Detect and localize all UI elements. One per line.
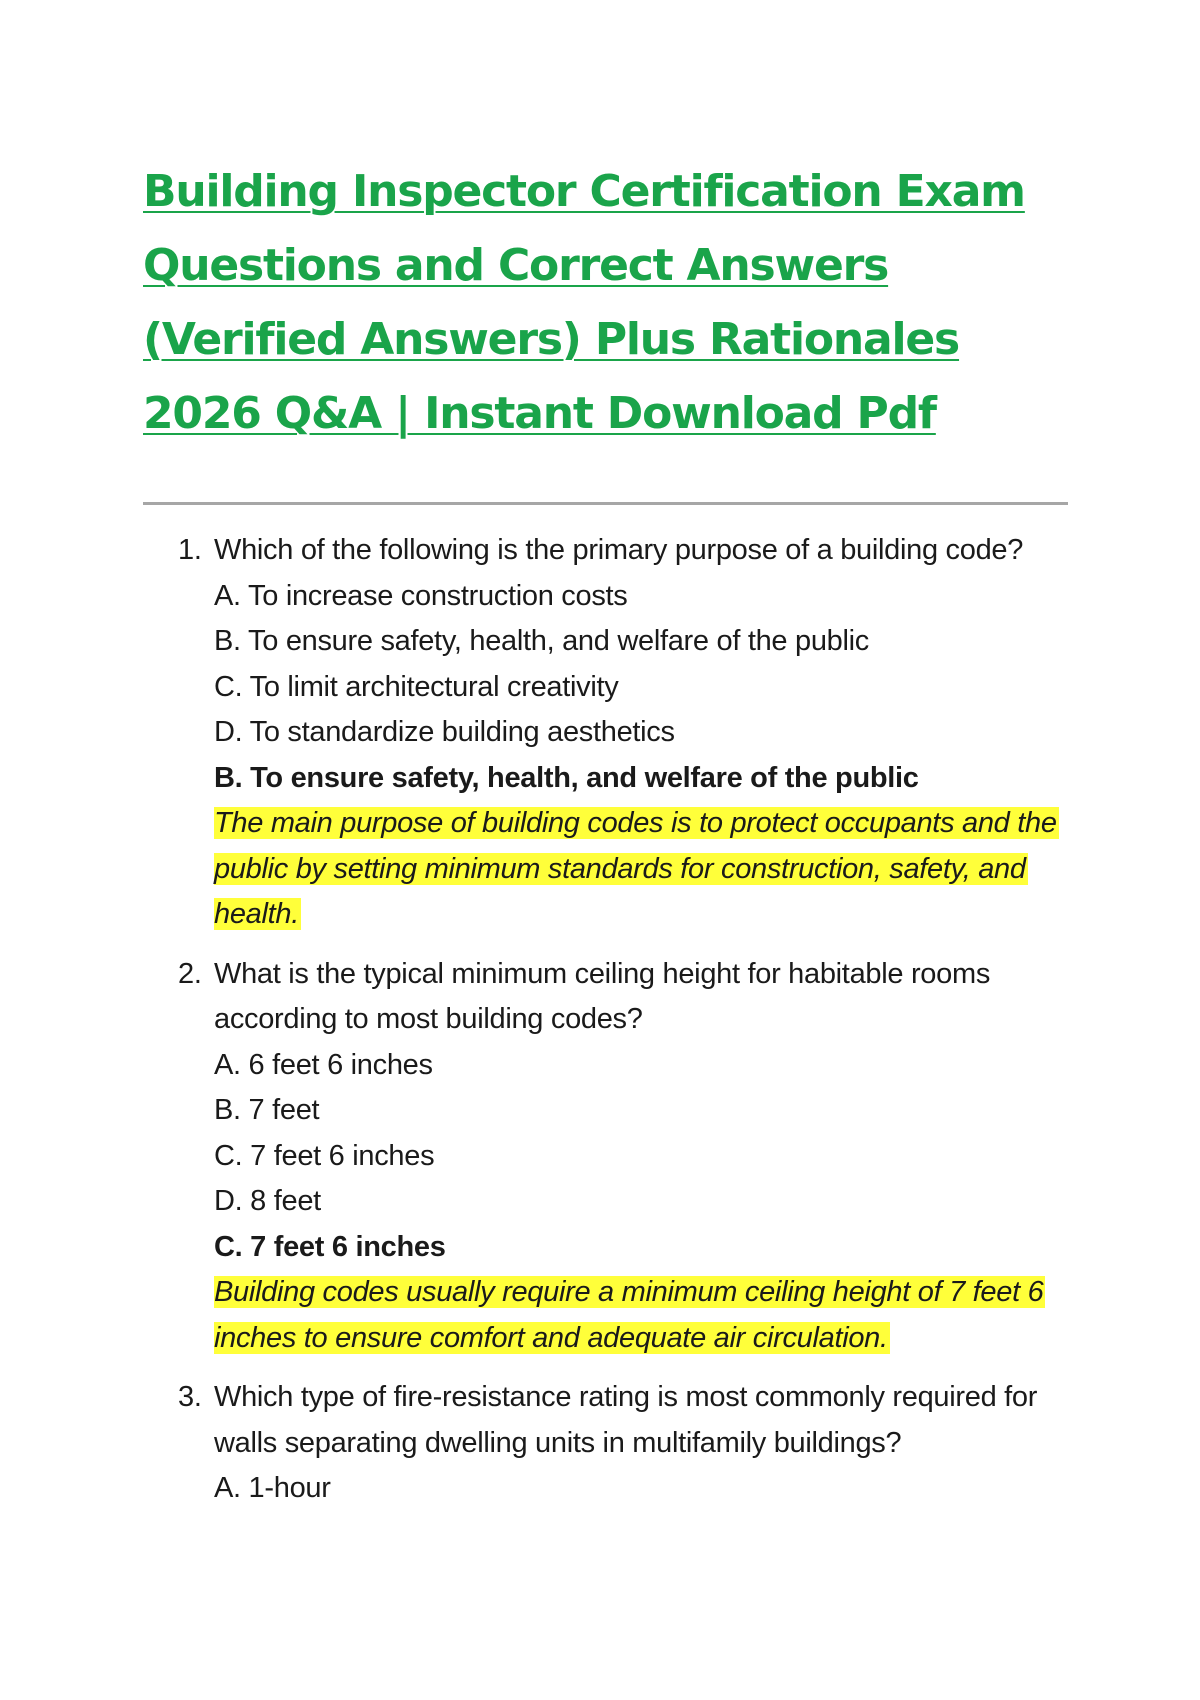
question-text: What is the typical minimum ceiling height for habitable rooms according to most building codes? [214, 957, 991, 1035]
option-c: C. 7 feet 6 inches [214, 1139, 435, 1172]
rationale-highlight: The main purpose of building codes is to protect occupants and the public by setting minimum standards for construction, safety, and health. [214, 807, 1057, 930]
option-b: B. To ensure safety, health, and welfare of the public [214, 625, 869, 657]
question-3 [178, 1375, 1078, 1512]
question-number: 1. [178, 534, 202, 566]
option-d: D. 8 feet [214, 1185, 321, 1217]
question-number: 2. [178, 957, 202, 990]
title-link[interactable]: Building Inspector Certification Exam Questions and Correct Answers (Verified Answers) Plus Rationales 2026 Q&A | Instant Download Pdf [143, 166, 1025, 439]
correct-answer: C. 7 feet 6 inches [214, 1230, 446, 1263]
option-a: A. 6 feet 6 inches [214, 1048, 433, 1081]
question-text: Which type of fire-resistance rating is most commonly required for walls separating dwelling units in multifamily buildings? [214, 1381, 1038, 1459]
rationale [214, 1270, 1078, 1361]
question-2 [178, 952, 1078, 1362]
question-number: 3. [178, 1381, 202, 1413]
title-divider [143, 502, 1068, 505]
rationale-highlight: Building codes usually require a minimum ceiling height of 7 feet 6 inches to ensure comfort and adequate air circulation. [214, 1276, 1044, 1354]
option-d: D. To standardize building aesthetics [214, 716, 675, 748]
option-a: A. 1-hour [214, 1472, 331, 1504]
option-c: C. To limit architectural creativity [214, 670, 619, 703]
option-b: B. 7 feet [214, 1094, 320, 1126]
rationale [214, 801, 1078, 938]
question-1 [178, 528, 1078, 938]
document-title [143, 155, 1073, 451]
question-text: Which of the following is the primary purpose of a building code? [214, 534, 1024, 566]
option-a: A. To increase construction costs [214, 579, 628, 612]
question-list [178, 528, 1078, 1526]
correct-answer: B. To ensure safety, health, and welfare of the public [214, 761, 919, 794]
